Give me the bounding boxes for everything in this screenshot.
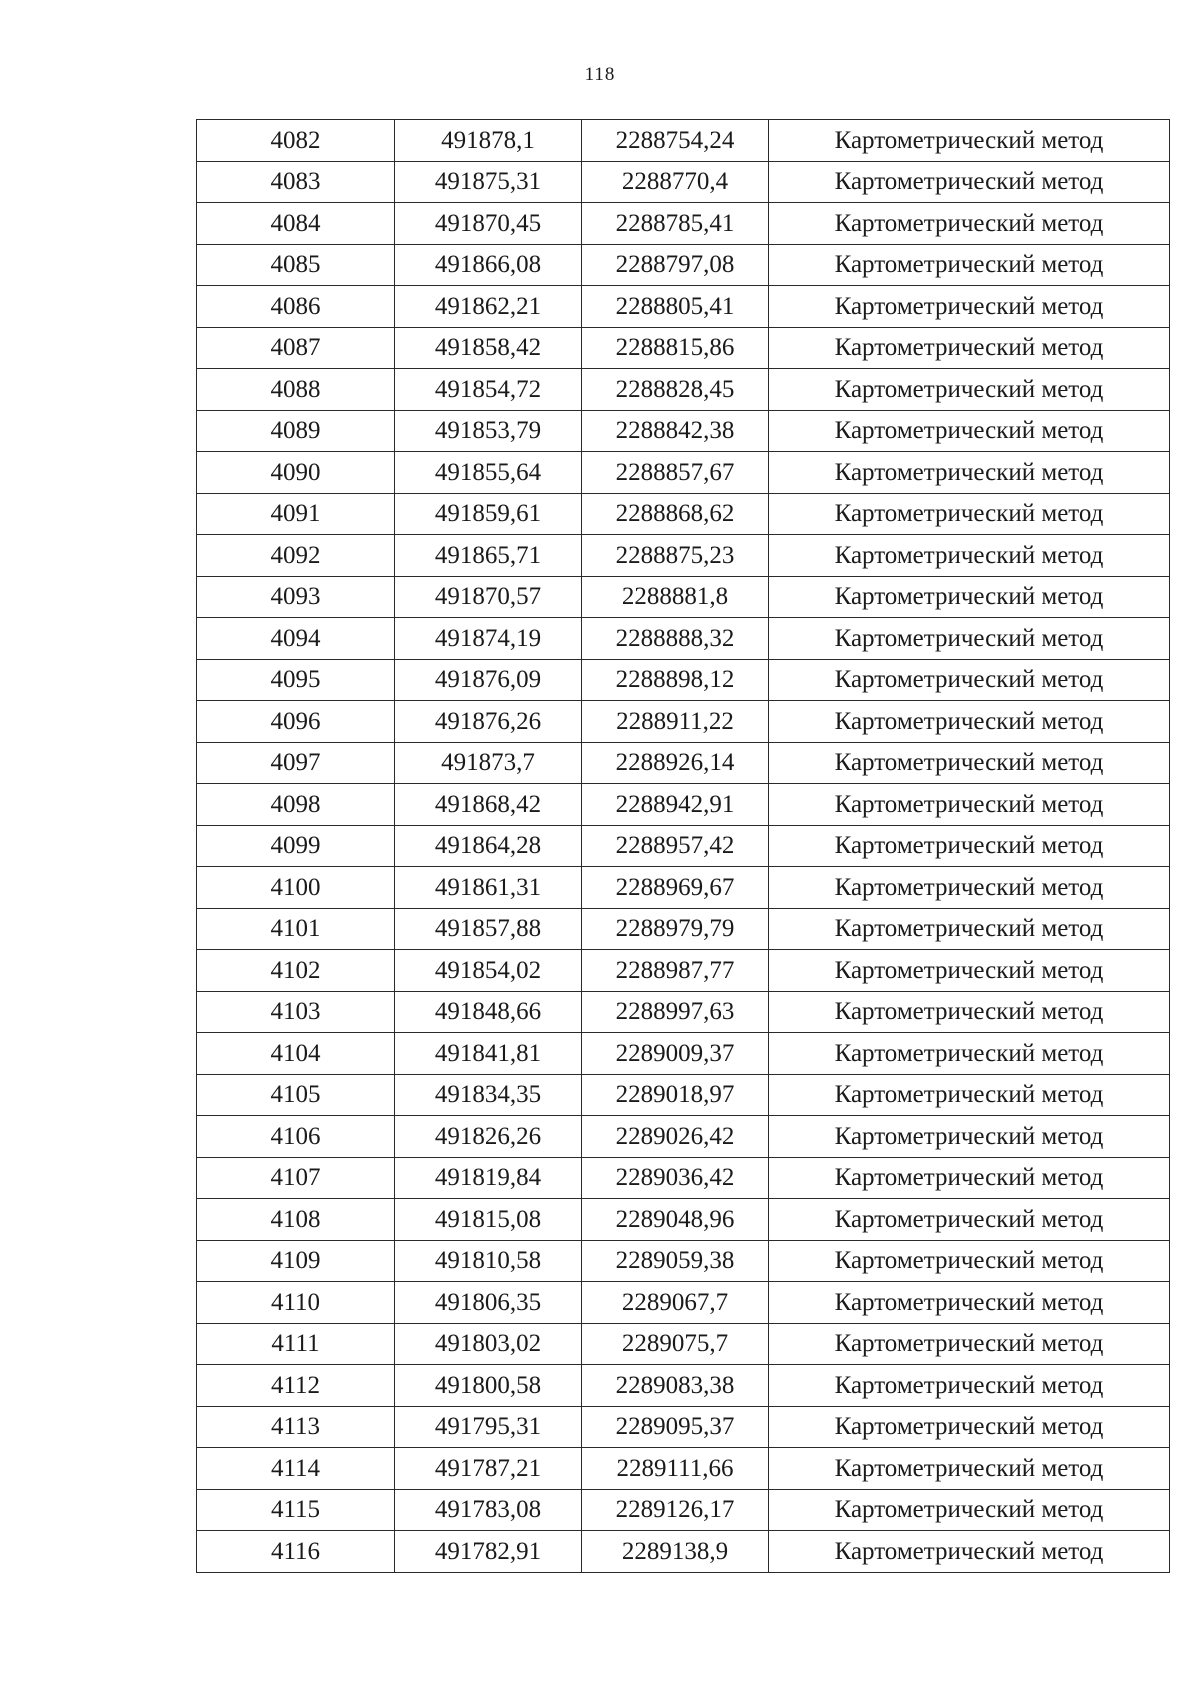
x-coordinate-cell: 491783,08: [395, 1489, 582, 1531]
point-number-cell: 4110: [197, 1282, 395, 1324]
method-cell: Картометрический метод: [769, 576, 1170, 618]
point-number-cell: 4086: [197, 286, 395, 328]
point-number-cell: 4087: [197, 327, 395, 369]
x-coordinate-cell: 491834,35: [395, 1074, 582, 1116]
y-coordinate-cell: 2289111,66: [582, 1448, 769, 1490]
method-cell: Картометрический метод: [769, 742, 1170, 784]
point-number-cell: 4113: [197, 1406, 395, 1448]
x-coordinate-cell: 491853,79: [395, 410, 582, 452]
y-coordinate-cell: 2288754,24: [582, 120, 769, 162]
x-coordinate-cell: 491854,02: [395, 950, 582, 992]
method-cell: Картометрический метод: [769, 659, 1170, 701]
method-cell: Картометрический метод: [769, 1282, 1170, 1324]
table-row: [197, 327, 1170, 369]
table-row: [197, 452, 1170, 494]
x-coordinate-cell: 491826,26: [395, 1116, 582, 1158]
point-number-cell: 4093: [197, 576, 395, 618]
method-cell: Картометрический метод: [769, 618, 1170, 660]
x-coordinate-cell: 491874,19: [395, 618, 582, 660]
table-row: [197, 1489, 1170, 1531]
table-row: [197, 701, 1170, 743]
method-cell: Картометрический метод: [769, 493, 1170, 535]
x-coordinate-cell: 491864,28: [395, 825, 582, 867]
method-cell: Картометрический метод: [769, 1199, 1170, 1241]
point-number-cell: 4106: [197, 1116, 395, 1158]
y-coordinate-cell: 2288815,86: [582, 327, 769, 369]
x-coordinate-cell: 491866,08: [395, 244, 582, 286]
point-number-cell: 4099: [197, 825, 395, 867]
table-row: [197, 1240, 1170, 1282]
y-coordinate-cell: 2288805,41: [582, 286, 769, 328]
x-coordinate-cell: 491862,21: [395, 286, 582, 328]
x-coordinate-cell: 491870,57: [395, 576, 582, 618]
x-coordinate-cell: 491857,88: [395, 908, 582, 950]
point-number-cell: 4097: [197, 742, 395, 784]
y-coordinate-cell: 2289067,7: [582, 1282, 769, 1324]
x-coordinate-cell: 491800,58: [395, 1365, 582, 1407]
y-coordinate-cell: 2289009,37: [582, 1033, 769, 1075]
y-coordinate-cell: 2288997,63: [582, 991, 769, 1033]
method-cell: Картометрический метод: [769, 535, 1170, 577]
method-cell: Картометрический метод: [769, 867, 1170, 909]
method-cell: Картометрический метод: [769, 1116, 1170, 1158]
x-coordinate-cell: 491865,71: [395, 535, 582, 577]
table-row: [197, 493, 1170, 535]
point-number-cell: 4107: [197, 1157, 395, 1199]
point-number-cell: 4114: [197, 1448, 395, 1490]
table-row: [197, 1365, 1170, 1407]
y-coordinate-cell: 2288942,91: [582, 784, 769, 826]
y-coordinate-cell: 2288926,14: [582, 742, 769, 784]
table-row: [197, 1199, 1170, 1241]
x-coordinate-cell: 491855,64: [395, 452, 582, 494]
y-coordinate-cell: 2289126,17: [582, 1489, 769, 1531]
table-row: [197, 867, 1170, 909]
y-coordinate-cell: 2289018,97: [582, 1074, 769, 1116]
method-cell: Картометрический метод: [769, 991, 1170, 1033]
table-row: [197, 120, 1170, 162]
table-row: [197, 618, 1170, 660]
y-coordinate-cell: 2289026,42: [582, 1116, 769, 1158]
y-coordinate-cell: 2288987,77: [582, 950, 769, 992]
method-cell: Картометрический метод: [769, 161, 1170, 203]
x-coordinate-cell: 491868,42: [395, 784, 582, 826]
table-row: [197, 161, 1170, 203]
y-coordinate-cell: 2288911,22: [582, 701, 769, 743]
x-coordinate-cell: 491873,7: [395, 742, 582, 784]
table-row: [197, 369, 1170, 411]
point-number-cell: 4082: [197, 120, 395, 162]
method-cell: Картометрический метод: [769, 1406, 1170, 1448]
table-row: [197, 286, 1170, 328]
x-coordinate-cell: 491854,72: [395, 369, 582, 411]
table-row: [197, 1282, 1170, 1324]
method-cell: Картометрический метод: [769, 950, 1170, 992]
point-number-cell: 4091: [197, 493, 395, 535]
y-coordinate-cell: 2288857,67: [582, 452, 769, 494]
point-number-cell: 4085: [197, 244, 395, 286]
y-coordinate-cell: 2289036,42: [582, 1157, 769, 1199]
point-number-cell: 4090: [197, 452, 395, 494]
table-row: [197, 659, 1170, 701]
table-row: [197, 950, 1170, 992]
table-row: [197, 1157, 1170, 1199]
x-coordinate-cell: 491875,31: [395, 161, 582, 203]
point-number-cell: 4100: [197, 867, 395, 909]
x-coordinate-cell: 491859,61: [395, 493, 582, 535]
x-coordinate-cell: 491803,02: [395, 1323, 582, 1365]
table-row: [197, 908, 1170, 950]
point-number-cell: 4109: [197, 1240, 395, 1282]
method-cell: Картометрический метод: [769, 908, 1170, 950]
y-coordinate-cell: 2288898,12: [582, 659, 769, 701]
method-cell: Картометрический метод: [769, 244, 1170, 286]
point-number-cell: 4089: [197, 410, 395, 452]
y-coordinate-cell: 2289059,38: [582, 1240, 769, 1282]
y-coordinate-cell: 2288842,38: [582, 410, 769, 452]
method-cell: Картометрический метод: [769, 1323, 1170, 1365]
point-number-cell: 4084: [197, 203, 395, 245]
table-row: [197, 1448, 1170, 1490]
y-coordinate-cell: 2288828,45: [582, 369, 769, 411]
method-cell: Картометрический метод: [769, 1157, 1170, 1199]
y-coordinate-cell: 2288881,8: [582, 576, 769, 618]
table-row: [197, 1531, 1170, 1573]
method-cell: Картометрический метод: [769, 784, 1170, 826]
table-row: [197, 203, 1170, 245]
table-row: [197, 742, 1170, 784]
y-coordinate-cell: 2288770,4: [582, 161, 769, 203]
point-number-cell: 4105: [197, 1074, 395, 1116]
x-coordinate-cell: 491787,21: [395, 1448, 582, 1490]
method-cell: Картометрический метод: [769, 203, 1170, 245]
point-number-cell: 4108: [197, 1199, 395, 1241]
x-coordinate-cell: 491810,58: [395, 1240, 582, 1282]
table-row: [197, 535, 1170, 577]
method-cell: Картометрический метод: [769, 286, 1170, 328]
x-coordinate-cell: 491876,09: [395, 659, 582, 701]
table-row: [197, 991, 1170, 1033]
y-coordinate-cell: 2289138,9: [582, 1531, 769, 1573]
table-row: [197, 1323, 1170, 1365]
x-coordinate-cell: 491782,91: [395, 1531, 582, 1573]
table-row: [197, 244, 1170, 286]
y-coordinate-cell: 2289075,7: [582, 1323, 769, 1365]
point-number-cell: 4088: [197, 369, 395, 411]
y-coordinate-cell: 2288785,41: [582, 203, 769, 245]
method-cell: Картометрический метод: [769, 1365, 1170, 1407]
point-number-cell: 4083: [197, 161, 395, 203]
y-coordinate-cell: 2289048,96: [582, 1199, 769, 1241]
table-row: [197, 1074, 1170, 1116]
point-number-cell: 4112: [197, 1365, 395, 1407]
method-cell: Картометрический метод: [769, 1531, 1170, 1573]
y-coordinate-cell: 2288888,32: [582, 618, 769, 660]
table-row: [197, 1406, 1170, 1448]
point-number-cell: 4116: [197, 1531, 395, 1573]
coordinates-table-body: [197, 120, 1170, 1573]
method-cell: Картометрический метод: [769, 1074, 1170, 1116]
x-coordinate-cell: 491858,42: [395, 327, 582, 369]
y-coordinate-cell: 2288979,79: [582, 908, 769, 950]
point-number-cell: 4115: [197, 1489, 395, 1531]
point-number-cell: 4103: [197, 991, 395, 1033]
point-number-cell: 4101: [197, 908, 395, 950]
table-row: [197, 1033, 1170, 1075]
table-row: [197, 784, 1170, 826]
method-cell: Картометрический метод: [769, 410, 1170, 452]
method-cell: Картометрический метод: [769, 1033, 1170, 1075]
x-coordinate-cell: 491878,1: [395, 120, 582, 162]
point-number-cell: 4092: [197, 535, 395, 577]
point-number-cell: 4095: [197, 659, 395, 701]
x-coordinate-cell: 491819,84: [395, 1157, 582, 1199]
point-number-cell: 4102: [197, 950, 395, 992]
point-number-cell: 4098: [197, 784, 395, 826]
point-number-cell: 4096: [197, 701, 395, 743]
y-coordinate-cell: 2288875,23: [582, 535, 769, 577]
method-cell: Картометрический метод: [769, 701, 1170, 743]
x-coordinate-cell: 491861,31: [395, 867, 582, 909]
x-coordinate-cell: 491876,26: [395, 701, 582, 743]
point-number-cell: 4111: [197, 1323, 395, 1365]
table-row: [197, 1116, 1170, 1158]
y-coordinate-cell: 2288797,08: [582, 244, 769, 286]
page-number: 118: [584, 64, 616, 85]
method-cell: Картометрический метод: [769, 452, 1170, 494]
x-coordinate-cell: 491841,81: [395, 1033, 582, 1075]
x-coordinate-cell: 491806,35: [395, 1282, 582, 1324]
method-cell: Картометрический метод: [769, 327, 1170, 369]
table-row: [197, 576, 1170, 618]
method-cell: Картометрический метод: [769, 1240, 1170, 1282]
x-coordinate-cell: 491795,31: [395, 1406, 582, 1448]
method-cell: Картометрический метод: [769, 120, 1170, 162]
x-coordinate-cell: 491815,08: [395, 1199, 582, 1241]
method-cell: Картометрический метод: [769, 825, 1170, 867]
y-coordinate-cell: 2289095,37: [582, 1406, 769, 1448]
coordinates-table: [196, 119, 1170, 1573]
table-row: [197, 410, 1170, 452]
y-coordinate-cell: 2289083,38: [582, 1365, 769, 1407]
method-cell: Картометрический метод: [769, 1489, 1170, 1531]
method-cell: Картометрический метод: [769, 369, 1170, 411]
x-coordinate-cell: 491870,45: [395, 203, 582, 245]
point-number-cell: 4104: [197, 1033, 395, 1075]
y-coordinate-cell: 2288969,67: [582, 867, 769, 909]
point-number-cell: 4094: [197, 618, 395, 660]
method-cell: Картометрический метод: [769, 1448, 1170, 1490]
table-row: [197, 825, 1170, 867]
x-coordinate-cell: 491848,66: [395, 991, 582, 1033]
y-coordinate-cell: 2288957,42: [582, 825, 769, 867]
y-coordinate-cell: 2288868,62: [582, 493, 769, 535]
